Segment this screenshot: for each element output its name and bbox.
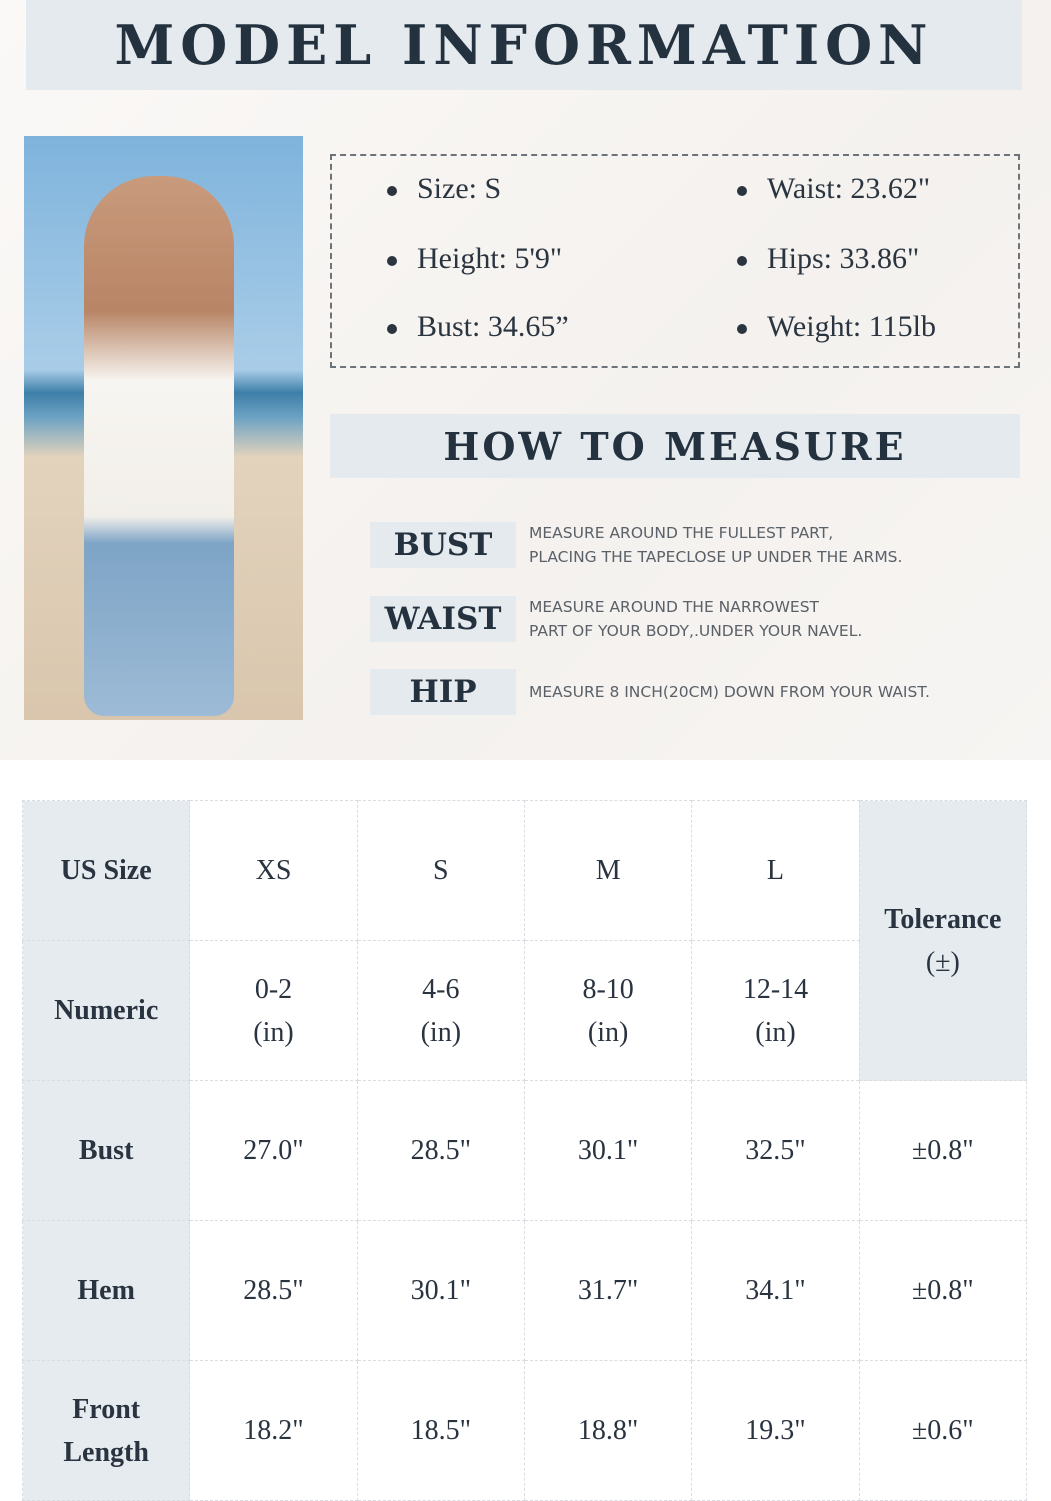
table-cell: 18.8"	[524, 1361, 691, 1501]
table-cell-tolerance: ±0.8"	[859, 1081, 1026, 1221]
model-weight: Weight: 115lb	[737, 310, 936, 344]
header-us-size: US Size	[23, 801, 190, 941]
table-row	[23, 1081, 1027, 1221]
model-bust: Bust: 34.65”	[387, 310, 569, 344]
measure-desc: MEASURE 8 INCH(20CM) DOWN FROM YOUR WAIST.	[529, 683, 930, 701]
table-cell: 28.5"	[190, 1221, 357, 1361]
table-cell: 18.2"	[190, 1361, 357, 1501]
measure-desc: PLACING THE TAPECLOSE UP UNDER THE ARMS.	[529, 548, 903, 566]
model-size: Size: S	[387, 172, 501, 206]
numeric-value: 8-10	[582, 973, 634, 1005]
table-cell	[190, 941, 357, 1081]
model-waist: Waist: 23.62"	[737, 172, 930, 206]
row-label-bust: Bust	[23, 1081, 190, 1221]
table-cell	[357, 941, 524, 1081]
model-info-box	[330, 154, 1020, 368]
table-cell: L	[692, 801, 859, 941]
model-photo	[24, 136, 303, 720]
table-cell: 31.7"	[524, 1221, 691, 1361]
table-cell	[692, 941, 859, 1081]
measure-desc: MEASURE AROUND THE NARROWEST	[529, 598, 820, 616]
unit: (in)	[587, 1016, 629, 1048]
numeric-value: 4-6	[422, 973, 460, 1005]
unit: (in)	[253, 1016, 294, 1048]
measure-label: HIP	[370, 669, 516, 715]
measure-desc: MEASURE AROUND THE FULLEST PART,	[529, 524, 834, 542]
tolerance-label: Tolerance	[884, 903, 1002, 935]
table-cell: 30.1"	[524, 1081, 691, 1221]
size-chart-table	[22, 800, 1027, 1501]
measure-bust	[370, 521, 902, 569]
table-cell: 18.5"	[357, 1361, 524, 1501]
measure-label: WAIST	[370, 596, 516, 642]
how-to-measure-title: HOW TO MEASURE	[330, 414, 1020, 478]
table-row	[23, 801, 1027, 941]
model-height: Height: 5'9"	[387, 242, 562, 276]
tolerance-symbol: (±)	[925, 946, 960, 978]
measure-label: BUST	[370, 522, 516, 568]
model-hips: Hips: 33.86"	[737, 242, 919, 276]
header-tolerance	[859, 801, 1026, 1081]
table-cell: 28.5"	[357, 1081, 524, 1221]
numeric-value: 0-2	[254, 973, 293, 1005]
table-cell: 34.1"	[692, 1221, 859, 1361]
measure-desc: PART OF YOUR BODY,.UNDER YOUR NAVEL.	[529, 622, 863, 640]
table-cell	[524, 941, 691, 1081]
table-cell: XS	[190, 801, 357, 941]
measure-hip	[370, 669, 930, 715]
table-cell-tolerance: ±0.8"	[859, 1221, 1026, 1361]
unit: (in)	[420, 1016, 462, 1048]
table-row	[23, 1221, 1027, 1361]
page-title: MODEL INFORMATION	[26, 0, 1022, 90]
label-line: Front	[72, 1393, 141, 1425]
model-figure	[84, 176, 234, 716]
row-label-hem: Hem	[23, 1221, 190, 1361]
table-cell: 19.3"	[692, 1361, 859, 1501]
table-cell: 30.1"	[357, 1221, 524, 1361]
table-cell: 32.5"	[692, 1081, 859, 1221]
table-cell-tolerance: ±0.6"	[859, 1361, 1026, 1501]
table-cell: S	[357, 801, 524, 941]
table-cell: 27.0"	[190, 1081, 357, 1221]
label-line: Length	[63, 1436, 149, 1468]
measure-waist	[370, 595, 862, 643]
unit: (in)	[755, 1016, 796, 1048]
row-label-front-length	[23, 1361, 190, 1501]
table-row	[23, 1361, 1027, 1501]
table-cell: M	[524, 801, 691, 941]
header-numeric: Numeric	[23, 941, 190, 1081]
numeric-value: 12-14	[742, 973, 809, 1005]
